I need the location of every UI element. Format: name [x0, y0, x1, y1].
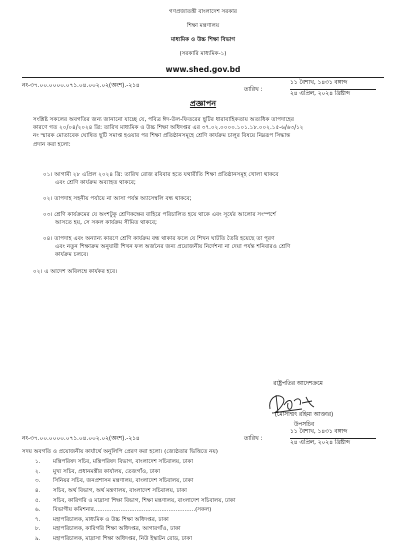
- list-item-number: ৪.: [35, 488, 41, 495]
- intro-line: নং স্মারক মোতাবেক ঘোষিত ছুটি সমাপ্ত হওয়ার পর শিক্ষা প্রতিষ্ঠানসমূহে শ্রেণি কার্যক্রম চালুর বিষয়ে নিম্নরূপ সিদ্ধান্ত: [33, 133, 291, 140]
- list-item: [33, 506, 237, 516]
- date-label: তারিখ :: [244, 87, 263, 93]
- website-link[interactable]: www.shed.gov.bd: [165, 65, 241, 74]
- intro-line: প্রদান করা হলো:: [33, 141, 71, 148]
- point-line: এবং নতুন শিক্ষাক্রম অনুযায়ী শিখন ফল অর্জনের জন্য প্রয়োজনীয় নির্দেশনা না দেয়া পর্যন্ত শনিবারও শ্রেণি: [55, 244, 291, 251]
- distribution-list: [33, 458, 237, 544]
- decision-point-3: [43, 211, 276, 227]
- ministry-name: শিক্ষা মন্ত্রণালয়: [186, 23, 220, 29]
- list-item-text: মহাপরিচালক, মাধ্যমিক ও উচ্চ শিক্ষা অধিদপ্তর, ঢাকা: [53, 516, 169, 523]
- document-title: প্রজ্ঞাপন: [189, 99, 217, 108]
- list-item-text: বিভাগীয় কমিশনার.........................................................(সকল): [53, 507, 212, 514]
- list-item: [33, 535, 237, 544]
- date-divider: [290, 89, 376, 90]
- list-item-number: ৮.: [35, 526, 41, 533]
- list-item: [33, 468, 237, 478]
- list-item: [33, 458, 237, 468]
- point-line: ০৩। শ্রেণি কার্যক্রমের যে অংশটুকু শ্রেণিকক্ষের বাহিরে পরিচালিত হয়ে থাকে এবং সূর্যের আলোর সংস্পর্শে: [43, 212, 276, 218]
- list-item: [33, 496, 237, 506]
- decision-point-4: [43, 235, 290, 260]
- distribution-date-bangla: ১১ বৈশাখ, ১৪৩১ বঙ্গাব্দ: [290, 429, 348, 435]
- list-item: [33, 477, 237, 487]
- decision-point-2: [43, 195, 192, 203]
- intro-paragraph: [33, 116, 304, 149]
- list-item-number: ২.: [35, 468, 41, 475]
- list-item: [33, 516, 237, 526]
- section-name: (সরকারি মাধ্যমিক-১): [179, 51, 227, 57]
- list-item-text: মুখ্য সচিব, প্রধানমন্ত্রীর কার্যালয়, তেজগাঁও, ঢাকা: [53, 468, 161, 475]
- list-item-number: ১.: [35, 459, 41, 466]
- list-item-text: সচিব, কারিগরি ও মাদ্রাসা শিক্ষা বিভাগ, শিক্ষা মন্ত্রণালয়, বাংলাদেশ সচিবালয়, ঢাকা: [53, 497, 236, 504]
- date-bangla: ১১ বৈশাখ, ১৪৩১ বঙ্গাব্দ: [290, 80, 348, 86]
- division-name: মাধ্যমিক ও উচ্চ শিক্ষা বিভাগ: [170, 37, 236, 43]
- list-item-text: সিনিয়র সচিব, জনপ্রশাসন মন্ত্রণালয়, বাংলাদেশ সচিবালয়, ঢাকা: [53, 478, 194, 485]
- list-item-text: মহাপরিচালক, মাদ্রাসা শিক্ষা অধিদপ্তর, নিউ ইস্কাটন রোড, ঢাকা: [53, 536, 192, 543]
- list-item-text: সচিব, অর্থ বিভাগ, অর্থ মন্ত্রণালয়, বাংলাদেশ সচিবালয়, ঢাকা: [53, 488, 187, 495]
- point-line: ০২। এ আদেশ অবিলম্বে কার্যকর হবে।: [33, 269, 118, 275]
- signatory-name: (মোসাম্মৎ রহিমা আক্তার): [274, 412, 334, 418]
- distribution-date-divider: [290, 438, 376, 439]
- point-line: কার্যক্রম চলবে।: [55, 252, 89, 259]
- point-line: এবং শ্রেণি কার্যক্রম অব্যাহত থাকবে;: [55, 180, 136, 187]
- date-english: ২৪ এপ্রিল, ২০২৪ খ্রিষ্টাব্দ: [290, 91, 350, 97]
- list-item-text: মহাপরিচালক, কারিগরি শিক্ষা অধিদপ্তর, আগারগাঁও, ঢাকা: [53, 526, 181, 533]
- list-item-number: ৭.: [35, 516, 41, 523]
- signatory-designation: উপসচিব: [293, 422, 315, 428]
- distribution-memo-number: নং-৩৭.০০.০০০০.০৭১.০৪.০০২.০২(অংশ).-২১৪: [22, 436, 140, 442]
- point-line: ০৪। তাপদাহ এবং অন্যান্য কারণে শ্রেণি কার্যক্রম বন্ধ থাকার ফলে যে শিখন ঘাটতি তৈরি হয়েছে তা পূরণ: [43, 236, 275, 242]
- decision-point-1: [43, 171, 279, 187]
- distribution-date-label: তারিখ :: [244, 436, 263, 442]
- order-of-president: রাষ্ট্রপতির আদেশক্রমে: [273, 381, 323, 387]
- distribution-intro: সদয় অবগতি ও প্রয়োজনীয় কার্যার্থে অনুলিপি প্রেরণ করা হলো। (জ্যেষ্ঠতার ভিত্তিতে নয়): [22, 449, 218, 455]
- effective-clause: [33, 268, 117, 276]
- list-item-number: ৬.: [35, 507, 41, 514]
- list-item-text: মন্ত্রিপরিষদ সচিব, মন্ত্রিপরিষদ বিভাগ, বাংলাদেশ সচিবালয়, ঢাকা: [53, 459, 194, 466]
- list-item-number: ৫.: [35, 497, 41, 504]
- memo-number: নং-৩৭.০০.০০০০.০৭১.০৪.০০২.০২(অংশ).-২১৪: [22, 83, 140, 89]
- point-line: ০১। আগামী ২৮ এপ্রিল ২০২৪ খ্রি: তারিখ রোজ রবিবার হতে যথারীতি শিক্ষা প্রতিষ্ঠানসমূহ খোলা থাকবে: [43, 172, 279, 178]
- header-divider: [22, 77, 384, 78]
- distribution-date-english: ২৪ এপ্রিল, ২০২৪ খ্রিষ্টাব্দ: [290, 440, 350, 446]
- point-line: ০২। তাপদাহ সহনীয় পর্যায়ে না আসা পর্যন্ত অ্যাসেম্বলি বন্ধ থাকবে;: [43, 196, 192, 202]
- list-item: [33, 487, 237, 497]
- list-item-number: ৯.: [35, 536, 41, 543]
- point-line: আসতে হয়, সে সকল কার্যক্রম সীমিত থাকবে;: [55, 220, 157, 227]
- intro-line: সংশ্লিষ্ট সকলের অবগতির জন্য জানানো যাচ্ছে যে, পবিত্র ঈদ-উল-ফিতরের ছুটির ধারাবাহিকতায় অত্যধিক তাপদাহের: [33, 117, 295, 123]
- list-item-number: ৩.: [35, 478, 41, 485]
- government-name: গণপ্রজাতন্ত্রী বাংলাদেশ সরকার: [169, 9, 237, 15]
- intro-line: কারণে গত ২০/০৪/২০২৪ খ্রি: তারিখ মাধ্যমিক ও উচ্চ শিক্ষা অধিদপ্তর এর ৩৭.০২.০০০০.১০১.১৮.০০২.১৫-৬/৬৩/১২: [33, 125, 304, 132]
